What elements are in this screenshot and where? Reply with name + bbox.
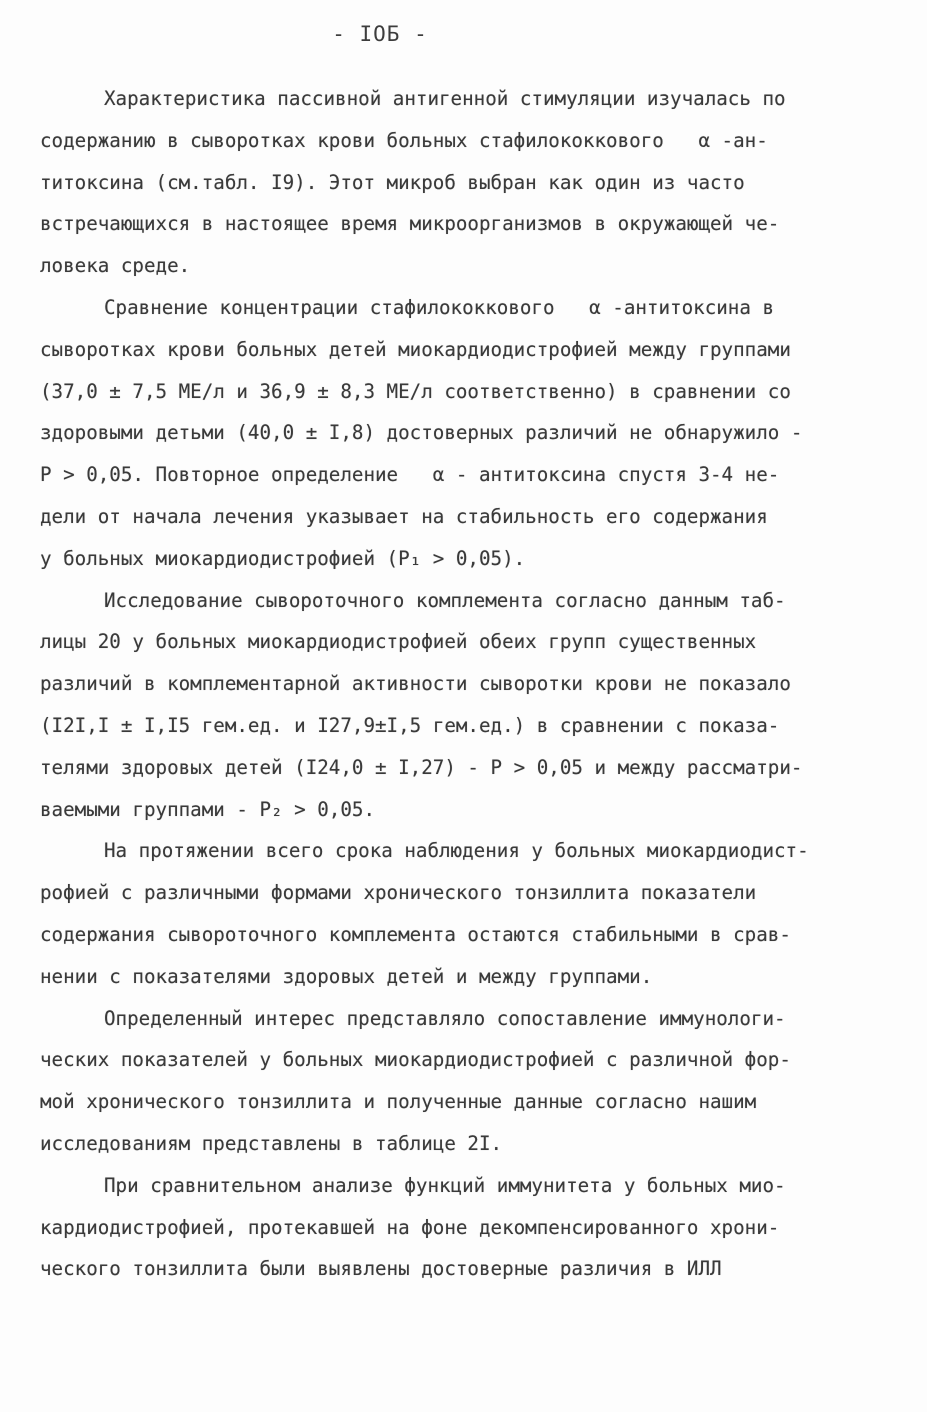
text-line: нении с показателями здоровых детей и между группами. xyxy=(40,964,653,988)
paragraph-5 xyxy=(40,998,890,1165)
text-line: На протяжении всего срока наблюдения у больных миокардиодист- xyxy=(104,839,809,863)
text-line: Исследование сывороточного комплемента согласно данным таб- xyxy=(104,588,786,612)
text-line: различий в комплементарной активности сыворотки крови не показало xyxy=(40,672,791,696)
text-line: Характеристика пассивной антигенной стимуляции изучалась по xyxy=(104,87,786,110)
text-line: у больных миокардиодистрофией (P₁ > 0,05). xyxy=(40,546,526,570)
text-line: При сравнительном анализе функций иммунитета у больных мио- xyxy=(104,1173,786,1197)
text-line: (37,0 ± 7,5 МЕ/л и 36,9 ± 8,3 МЕ/л соответственно) в сравнении со xyxy=(40,379,791,403)
page-number: - IOБ - xyxy=(332,22,428,46)
text-line: ческих показателей у больных миокардиодистрофией с различной фор- xyxy=(40,1048,791,1072)
text-line: лицы 20 у больных миокардиодистрофией обеих групп существенных xyxy=(40,630,757,654)
text-line: титоксина (см.табл. I9). Этот микроб выбран как один из часто xyxy=(40,170,745,194)
text-line: рофией с различными формами хронического тонзиллита показатели xyxy=(40,881,757,905)
text-line: мой хронического тонзиллита и полученные данные согласно нашим xyxy=(40,1090,757,1114)
text-line: дели от начала лечения указывает на стабильность его содержания xyxy=(40,504,768,528)
text-line: сыворотках крови больных детей миокардиодистрофией между группами xyxy=(40,337,791,361)
text-line: здоровыми детьми (40,0 ± I,8) достоверных различий не обнаружило - xyxy=(40,421,803,445)
paragraph-6 xyxy=(40,1165,890,1290)
text-line: кардиодистрофией, протекавшей на фоне декомпенсированного хрони- xyxy=(40,1215,780,1239)
body-text xyxy=(40,78,890,1290)
text-line: P > 0,05. Повторное определение α - антитоксина спустя 3-4 не- xyxy=(40,463,780,487)
paragraph-3 xyxy=(40,580,890,831)
text-line: Определенный интерес представляло сопоставление иммунологи- xyxy=(104,1006,786,1030)
text-line: встречающихся в настоящее время микроорганизмов в окружающей че- xyxy=(40,212,780,236)
text-line: ловека среде. xyxy=(40,254,191,278)
paragraph-4 xyxy=(40,830,890,997)
text-line: (I2I,I ± I,I5 гем.ед. и I27,9±I,5 гем.ед.) в сравнении с показа- xyxy=(40,713,780,737)
text-line: ческого тонзиллита были выявлены достоверные различия в ИЛЛ xyxy=(40,1257,722,1281)
text-line: исследованиям представлены в таблице 2I. xyxy=(40,1131,503,1155)
text-line: содержания сывороточного комплемента остаются стабильными в срав- xyxy=(40,922,791,946)
text-line: Сравнение концентрации стафилококкового α -антитоксина в xyxy=(104,295,775,319)
paragraph-1 xyxy=(40,78,890,287)
text-line: ваемыми группами - P₂ > 0,05. xyxy=(40,797,376,821)
text-line: телями здоровых детей (I24,0 ± I,27) - P > 0,05 и между рассматри- xyxy=(40,755,803,779)
text-line: содержанию в сыворотках крови больных стафилококкового α -ан- xyxy=(40,128,768,152)
paragraph-2 xyxy=(40,287,890,580)
